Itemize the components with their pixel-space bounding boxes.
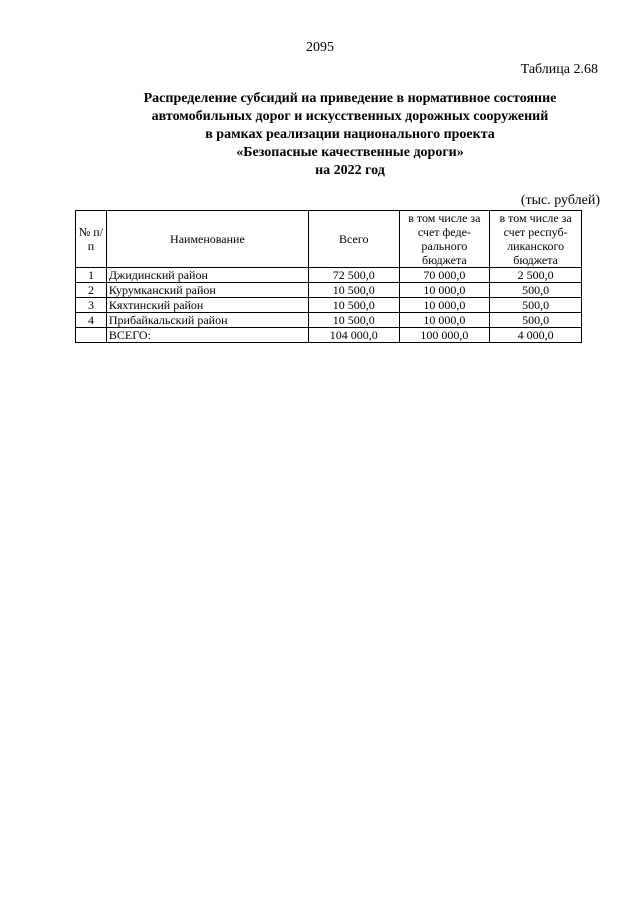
cell-republic: 4 000,0 (490, 328, 582, 343)
table-row (76, 298, 582, 313)
table-number: Таблица 2.68 (520, 62, 598, 77)
cell-total: 10 500,0 (308, 283, 399, 298)
cell-name: Прибайкальский район (106, 313, 308, 328)
cell-total: 104 000,0 (308, 328, 399, 343)
cell-name: ВСЕГО: (106, 328, 308, 343)
header-total: Всего (308, 211, 399, 268)
subsidy-table (75, 210, 582, 343)
cell-name: Курумканский район (106, 283, 308, 298)
title-line: «Безопасные качественные дороги» (236, 145, 464, 160)
table-header-row (76, 211, 582, 268)
title-line: на 2022 год (315, 163, 385, 178)
units-label: (тыс. рублей) (520, 193, 600, 208)
cell-republic: 2 500,0 (490, 268, 582, 283)
cell-num: 4 (76, 313, 107, 328)
cell-total: 10 500,0 (308, 298, 399, 313)
cell-name: Джидинский район (106, 268, 308, 283)
title-line: автомобильных дорог и искусственных дорожных сооружений (151, 109, 549, 124)
cell-federal: 10 000,0 (399, 313, 490, 328)
cell-num: 1 (76, 268, 107, 283)
header-federal: в том числе за счет феде-рального бюджета (399, 211, 490, 268)
title-line: Распределение субсидий на приведение в нормативное состояние (143, 91, 557, 106)
cell-total: 72 500,0 (308, 268, 399, 283)
table-row (76, 268, 582, 283)
cell-federal: 100 000,0 (399, 328, 490, 343)
header-num: № п/п (76, 211, 107, 268)
cell-republic: 500,0 (490, 313, 582, 328)
table-total-row (76, 328, 582, 343)
cell-federal: 70 000,0 (399, 268, 490, 283)
page-number: 2095 (306, 40, 334, 55)
header-name: Наименование (106, 211, 308, 268)
title-line: в рамках реализации национального проекта (205, 127, 495, 142)
cell-republic: 500,0 (490, 283, 582, 298)
header-republic: в том числе за счет респуб-ликанского бюджета (490, 211, 582, 268)
cell-num: 2 (76, 283, 107, 298)
cell-federal: 10 000,0 (399, 283, 490, 298)
cell-federal: 10 000,0 (399, 298, 490, 313)
table-row (76, 313, 582, 328)
cell-total: 10 500,0 (308, 313, 399, 328)
table-row (76, 283, 582, 298)
cell-num: 3 (76, 298, 107, 313)
table-title (60, 90, 640, 180)
cell-num (76, 328, 107, 343)
cell-republic: 500,0 (490, 298, 582, 313)
cell-name: Кяхтинский район (106, 298, 308, 313)
